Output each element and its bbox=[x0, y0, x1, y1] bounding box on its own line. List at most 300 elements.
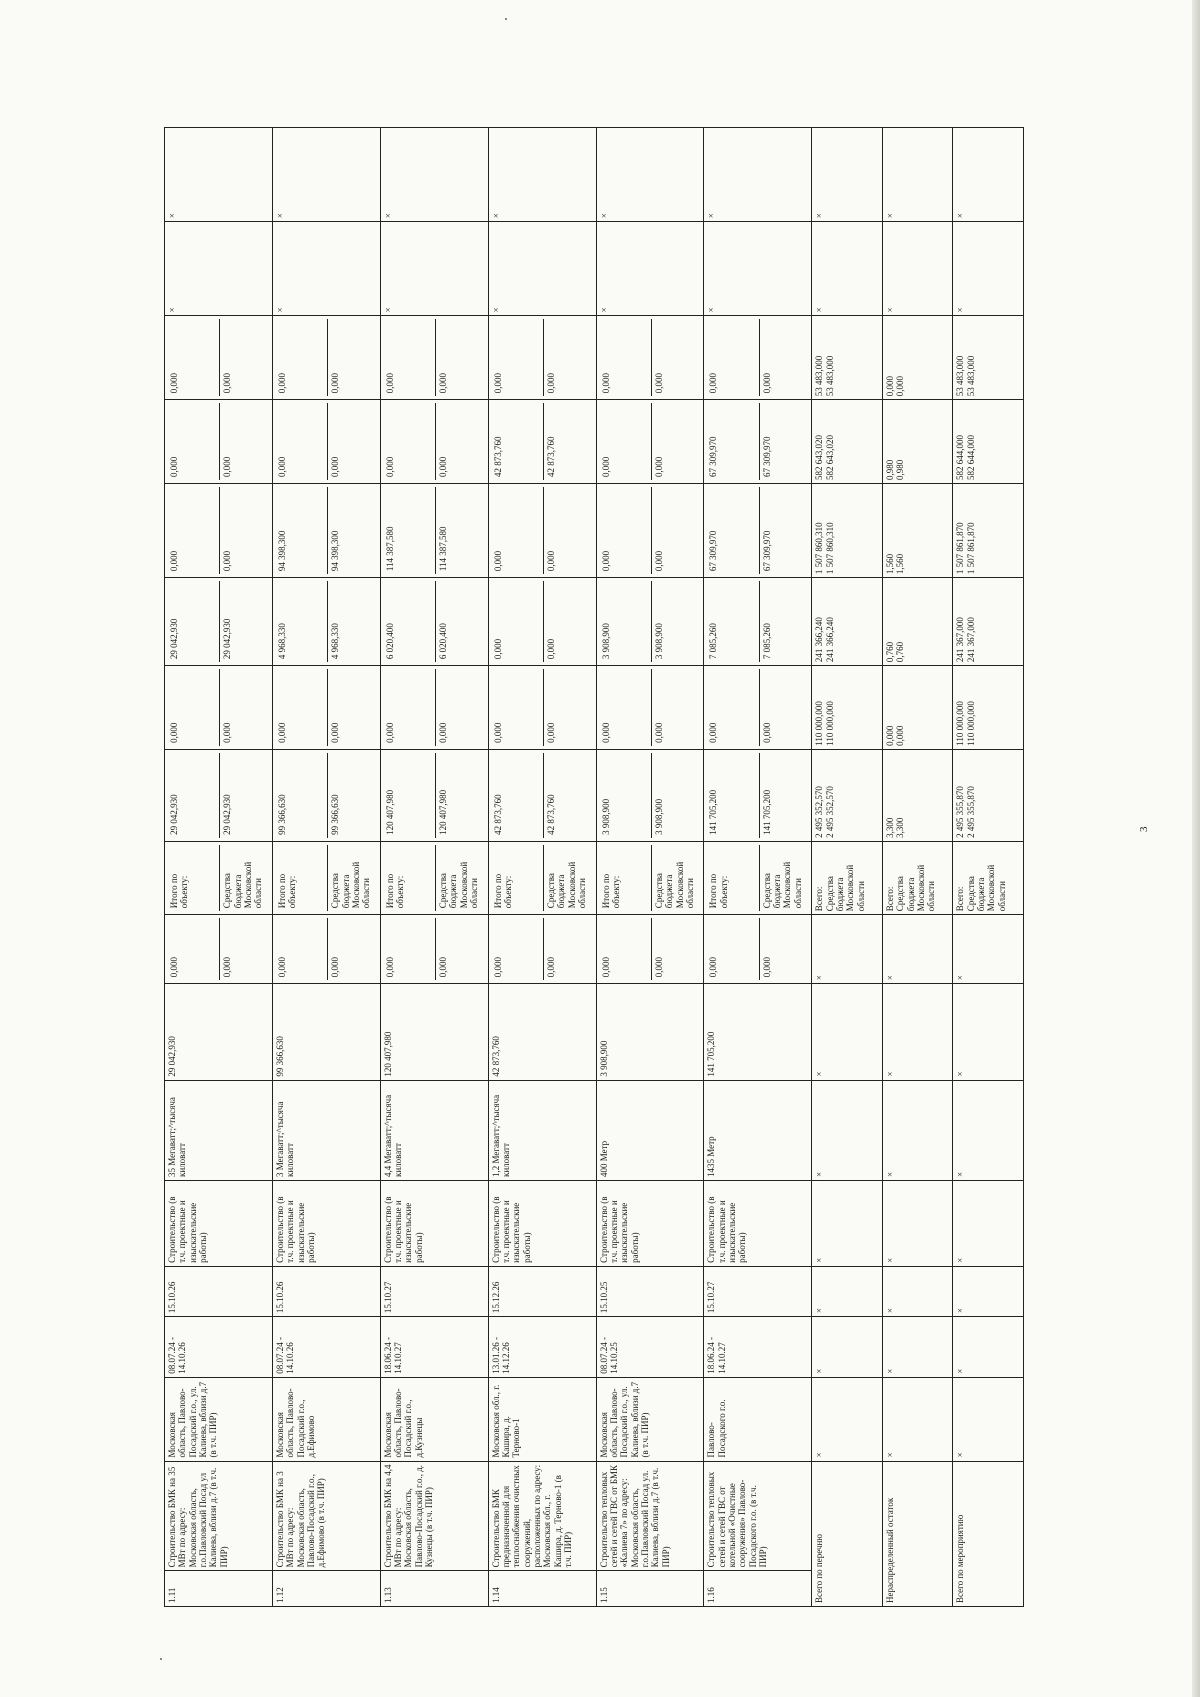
summary-y2 bbox=[882, 578, 953, 666]
summary-label: Всего по перечню bbox=[812, 1461, 883, 1606]
funding-year-3-total: 0,000 bbox=[600, 550, 611, 572]
funding-source bbox=[704, 841, 812, 914]
funding-source-budget: Средства бюджета Московской области bbox=[759, 845, 810, 911]
summary-y4 bbox=[812, 400, 883, 484]
funding-source-total: Итого по объекту: bbox=[276, 873, 298, 909]
summary-label: Всего по мероприятию bbox=[953, 1461, 1024, 1606]
row-number: 1.15 bbox=[596, 1571, 704, 1607]
funding-year-1-budget: 0,000 bbox=[759, 669, 810, 746]
funding-year-5-budget: 0,000 bbox=[543, 319, 594, 396]
prior-funding-budget: 0,000 bbox=[219, 918, 270, 980]
funding-total-budget: 42 873,760 bbox=[543, 753, 594, 838]
object-cost: 42 873,760 bbox=[488, 984, 596, 1080]
funding-year-1 bbox=[272, 666, 380, 750]
prior-funding-budget: 0,000 bbox=[543, 918, 594, 980]
funding-year-1-budget: 0,000 bbox=[435, 669, 486, 746]
summary-cross: × bbox=[812, 915, 883, 984]
table-body bbox=[165, 128, 1024, 1607]
funding-year-5 bbox=[596, 316, 704, 400]
summary-value: 53 483,000 bbox=[965, 355, 976, 397]
object-cost: 120 407,980 bbox=[380, 984, 488, 1080]
prior-funding-total: 0,000 bbox=[276, 957, 287, 978]
funding-year-3-total: 67 309,970 bbox=[708, 530, 719, 572]
funding-year-4-budget: 0,000 bbox=[219, 403, 270, 480]
funding-year-5-total: 0,000 bbox=[169, 372, 179, 394]
funding-total-total: 120 407,980 bbox=[384, 789, 395, 835]
funding-source-line: Средства бюджета Московской области bbox=[824, 864, 866, 912]
funding-year-5-budget: 0,000 bbox=[435, 319, 486, 396]
summary-cross: × bbox=[812, 222, 883, 316]
summary-value: 0,000 bbox=[895, 725, 906, 746]
funding-year-3 bbox=[165, 483, 273, 577]
table-row bbox=[488, 128, 596, 1607]
summary-value: 582 643,020 bbox=[814, 434, 825, 480]
funding-year-4-total: 0,000 bbox=[600, 456, 611, 477]
summary-cross: × bbox=[882, 1377, 953, 1461]
funding-year-3-budget: 94 398,300 bbox=[327, 487, 378, 574]
prior-funding-budget: 0,000 bbox=[759, 918, 810, 980]
summary-cross: × bbox=[953, 1377, 1024, 1461]
funding-year-2 bbox=[165, 578, 273, 666]
table-row bbox=[272, 128, 380, 1607]
funding-source bbox=[380, 841, 488, 914]
summary-value: 1,560 bbox=[895, 553, 906, 575]
funding-source bbox=[488, 841, 596, 914]
funding-year-1-total: 0,000 bbox=[169, 722, 179, 743]
summary-row bbox=[882, 128, 953, 1607]
prior-funding-budget: 0,000 bbox=[327, 918, 378, 980]
work-type: Строительство (в т.ч. проектные и изыскательские работы) bbox=[380, 1181, 488, 1267]
funding-source-total: Итого по объекту: bbox=[492, 873, 513, 909]
summary-cross: × bbox=[953, 1080, 1024, 1180]
summary-value: 110 000,000 bbox=[824, 701, 835, 746]
funding-year-5-budget: 0,000 bbox=[651, 319, 702, 396]
funding-year-1 bbox=[488, 666, 596, 750]
summary-row bbox=[953, 128, 1024, 1607]
funding-source-total: Итого по объекту: bbox=[384, 873, 406, 909]
summary-value: 2 495 352,570 bbox=[814, 786, 825, 838]
prior-funding bbox=[272, 915, 380, 984]
funding-source bbox=[953, 841, 1024, 914]
funding-total-total: 42 873,760 bbox=[492, 794, 503, 835]
funding-year-5-total: 0,000 bbox=[492, 372, 503, 394]
funding-year-4-total: 0,000 bbox=[384, 456, 395, 477]
prior-funding bbox=[596, 915, 704, 984]
summary-cross: × bbox=[953, 1181, 1024, 1267]
work-type: Строительство (в т.ч. проектные и изыскательские работы) bbox=[596, 1181, 704, 1267]
funding-year-3 bbox=[272, 483, 380, 577]
summary-total bbox=[882, 749, 953, 841]
summary-total bbox=[953, 749, 1024, 841]
object-name: Строительство тепловых сетей и сетей ГВС от котельной «Очистные сооружения» Павлово-Посадского г.о. (в т.ч. ПИР) bbox=[704, 1461, 812, 1571]
funding-year-2 bbox=[704, 578, 812, 666]
summary-cross: × bbox=[953, 1266, 1024, 1316]
summary-cross: × bbox=[953, 128, 1024, 222]
summary-y1 bbox=[812, 666, 883, 750]
funding-source-total: Итого по объекту: bbox=[169, 873, 190, 909]
funding-source-line: Средства бюджета Московской области bbox=[895, 864, 937, 912]
summary-cross: × bbox=[812, 1080, 883, 1180]
funding-year-5-budget: 0,000 bbox=[759, 319, 810, 396]
summary-cross: × bbox=[812, 1377, 883, 1461]
object-cost: 29 042,930 bbox=[165, 984, 273, 1080]
summary-y4 bbox=[882, 400, 953, 484]
prior-funding-total: 0,000 bbox=[492, 957, 503, 978]
summary-value: 0,000 bbox=[895, 375, 906, 397]
summary-value: 110 000,000 bbox=[955, 701, 966, 746]
object-cost: 3 908,900 bbox=[596, 984, 704, 1080]
funding-year-3-budget: 0,000 bbox=[651, 487, 702, 574]
object-address: Московская область, Павлово-Посадский г.о., ул. Калиева, вблизи д.7 (в т.ч. ПИР) bbox=[165, 1377, 273, 1461]
commission-date: 15.10.25 bbox=[596, 1266, 704, 1316]
table-row bbox=[165, 128, 273, 1607]
final-cross: × bbox=[704, 128, 812, 222]
summary-label: Нераспределенный остаток bbox=[882, 1461, 953, 1606]
funding-year-1 bbox=[596, 666, 704, 750]
funding-year-2-budget: 29 042,930 bbox=[219, 581, 270, 662]
summary-value: 0,980 bbox=[895, 459, 906, 480]
summary-y5 bbox=[882, 316, 953, 400]
funding-year-5-budget: 0,000 bbox=[327, 319, 378, 396]
work-period: 08.07.24 - 14.10.26 bbox=[165, 1317, 273, 1378]
row-number: 1.12 bbox=[272, 1571, 380, 1607]
summary-y3 bbox=[882, 483, 953, 577]
funding-source bbox=[812, 841, 883, 914]
summary-value: 582 644,000 bbox=[965, 434, 976, 480]
object-address: Московская область, Павлово-Посадский г.о., ул. Калиева, вблизи д.7 (в т.ч. ПИР) bbox=[596, 1377, 704, 1461]
table-row bbox=[704, 128, 812, 1607]
funding-year-4-total: 67 309,970 bbox=[708, 436, 719, 477]
table-row bbox=[596, 128, 704, 1607]
row-number: 1.11 bbox=[165, 1571, 273, 1607]
summary-value: 1 507 861,870 bbox=[965, 522, 976, 575]
funding-year-1-budget: 0,000 bbox=[219, 669, 270, 746]
funding-source bbox=[882, 841, 953, 914]
funding-year-1-total: 0,000 bbox=[276, 722, 287, 743]
summary-value: 241 367,000 bbox=[965, 617, 976, 663]
remainder-cross: × bbox=[165, 222, 273, 316]
object-address: Московская область, Павлово-Посадский г.о., д.Ефимово bbox=[272, 1377, 380, 1461]
funding-total-budget: 99 366,630 bbox=[327, 753, 378, 838]
capacity: 35 Мегаватт;^тысяча киловатт bbox=[165, 1080, 273, 1180]
scan-speck bbox=[160, 1658, 162, 1660]
funding-year-3-total: 114 387,580 bbox=[384, 526, 395, 572]
funding-year-3-total: 0,000 bbox=[169, 550, 179, 572]
funding-year-5-total: 0,000 bbox=[276, 372, 287, 394]
funding-source bbox=[272, 841, 380, 914]
funding-year-2-total: 29 042,930 bbox=[169, 618, 179, 660]
capacity: 4,4 Мегаватт;^тысяча киловатт bbox=[380, 1080, 488, 1180]
summary-value: 0,000 bbox=[884, 375, 895, 397]
summary-y3 bbox=[812, 483, 883, 577]
summary-cross: × bbox=[882, 984, 953, 1080]
funding-year-1-total: 0,000 bbox=[600, 722, 611, 743]
summary-cross: × bbox=[953, 984, 1024, 1080]
summary-y5 bbox=[812, 316, 883, 400]
funding-year-2 bbox=[488, 578, 596, 666]
summary-cross: × bbox=[812, 1266, 883, 1316]
summary-value: 53 483,000 bbox=[955, 355, 966, 397]
funding-year-3-total: 0,000 bbox=[492, 550, 503, 572]
summary-value: 53 483,000 bbox=[824, 355, 835, 397]
funding-source-total: Итого по объекту: bbox=[600, 873, 621, 909]
funding-year-2-budget: 0,000 bbox=[543, 581, 594, 662]
funding-year-2-budget: 7 085,260 bbox=[759, 581, 810, 662]
funding-source-line: Всего: bbox=[955, 886, 966, 912]
funding-year-1-budget: 0,000 bbox=[651, 669, 702, 746]
prior-funding-budget: 0,000 bbox=[435, 918, 486, 980]
funding-year-4 bbox=[596, 400, 704, 484]
funding-year-3-total: 94 398,300 bbox=[276, 530, 287, 572]
object-name: Строительство БМК на 3 МВт по адресу: Московская область, Павлово-Посадский г.о., д.Ефимово (в т.ч. ПИР) bbox=[272, 1461, 380, 1571]
summary-value: 53 483,000 bbox=[814, 355, 825, 397]
funding-source-budget: Средства бюджета Московской области bbox=[543, 845, 594, 911]
commission-date: 15.10.26 bbox=[165, 1266, 273, 1316]
prior-funding-budget: 0,000 bbox=[651, 918, 702, 980]
object-cost: 99 366,630 bbox=[272, 984, 380, 1080]
funding-source-budget: Средства бюджета Московской области bbox=[219, 845, 270, 911]
scan-speck bbox=[505, 18, 507, 20]
funding-total bbox=[488, 749, 596, 841]
scan-edge bbox=[1192, 0, 1200, 1697]
funding-year-3 bbox=[596, 483, 704, 577]
funding-year-4 bbox=[488, 400, 596, 484]
work-type: Строительство (в т.ч. проектные и изыскательские работы) bbox=[488, 1181, 596, 1267]
work-period: 18.06.24 - 14.10.27 bbox=[704, 1317, 812, 1378]
summary-cross: × bbox=[882, 915, 953, 984]
summary-cross: × bbox=[812, 984, 883, 1080]
summary-cross: × bbox=[953, 222, 1024, 316]
final-cross: × bbox=[165, 128, 273, 222]
object-address: Московская обл., г. Кашира, д. Терново-1 bbox=[488, 1377, 596, 1461]
funding-year-3 bbox=[380, 483, 488, 577]
object-address: Павлово-Посадского г.о. bbox=[704, 1377, 812, 1461]
financing-table bbox=[164, 127, 1024, 1607]
summary-value: 3,300 bbox=[895, 817, 906, 838]
funding-year-3-budget: 0,000 bbox=[219, 487, 270, 574]
funding-year-3-budget: 114 387,580 bbox=[435, 487, 486, 574]
summary-value: 1 507 861,870 bbox=[955, 522, 966, 575]
funding-year-2-total: 0,000 bbox=[492, 638, 503, 660]
object-cost: 141 705,200 bbox=[704, 984, 812, 1080]
table-row bbox=[380, 128, 488, 1607]
funding-year-2 bbox=[380, 578, 488, 666]
funding-year-2-total: 4 968,330 bbox=[276, 623, 287, 660]
funding-year-5 bbox=[165, 316, 273, 400]
summary-cross: × bbox=[953, 915, 1024, 984]
summary-cross: × bbox=[812, 1317, 883, 1378]
funding-year-4 bbox=[704, 400, 812, 484]
summary-y1 bbox=[882, 666, 953, 750]
funding-year-2-total: 3 908,900 bbox=[600, 623, 611, 660]
summary-value: 2 495 352,570 bbox=[824, 786, 835, 838]
work-period: 13.01.26 - 14.12.26 bbox=[488, 1317, 596, 1378]
remainder-cross: × bbox=[380, 222, 488, 316]
final-cross: × bbox=[596, 128, 704, 222]
summary-value: 582 644,000 bbox=[955, 434, 966, 480]
prior-funding bbox=[488, 915, 596, 984]
remainder-cross: × bbox=[704, 222, 812, 316]
prior-funding-total: 0,000 bbox=[708, 957, 719, 978]
summary-cross: × bbox=[882, 1181, 953, 1267]
summary-cross: × bbox=[812, 1181, 883, 1267]
summary-value: 1 507 860,310 bbox=[824, 522, 835, 575]
work-type: Строительство (в т.ч. проектные и изыскательские работы) bbox=[272, 1181, 380, 1267]
work-period: 08.07.24 - 14.10.25 bbox=[596, 1317, 704, 1378]
funding-year-3 bbox=[704, 483, 812, 577]
summary-total bbox=[812, 749, 883, 841]
funding-source-line: Средства бюджета Московской области bbox=[965, 864, 1007, 912]
funding-year-4-total: 42 873,760 bbox=[492, 436, 503, 477]
funding-source-budget: Средства бюджета Московской области bbox=[651, 845, 702, 911]
funding-year-1-budget: 0,000 bbox=[327, 669, 378, 746]
funding-year-4-total: 0,000 bbox=[276, 456, 287, 477]
funding-year-2-budget: 3 908,900 bbox=[651, 581, 702, 662]
funding-year-5-budget: 0,000 bbox=[219, 319, 270, 396]
remainder-cross: × bbox=[596, 222, 704, 316]
capacity: 1,2 Мегаватт;^тысяча киловатт bbox=[488, 1080, 596, 1180]
funding-total-budget: 120 407,980 bbox=[435, 753, 486, 838]
work-period: 08.07.24 - 14.10.26 bbox=[272, 1317, 380, 1378]
commission-date: 15.10.26 bbox=[272, 1266, 380, 1316]
funding-year-2-budget: 4 968,330 bbox=[327, 581, 378, 662]
funding-source-total: Итого по объекту: bbox=[708, 873, 729, 909]
summary-value: 2 495 355,870 bbox=[955, 786, 966, 838]
funding-year-3-budget: 67 309,970 bbox=[759, 487, 810, 574]
summary-cross: × bbox=[953, 1317, 1024, 1378]
funding-year-1-total: 0,000 bbox=[492, 722, 503, 743]
summary-y3 bbox=[953, 483, 1024, 577]
object-name: Строительство БМК на 4,4 МВт по адресу: Московская область, Павлово-Посадский г.о., д. Кузнецы (в т.ч. ПИР) bbox=[380, 1461, 488, 1571]
summary-value: 110 000,000 bbox=[814, 701, 825, 746]
summary-value: 241 366,240 bbox=[824, 617, 835, 663]
page-number: 3 bbox=[1138, 826, 1150, 832]
summary-cross: × bbox=[882, 1317, 953, 1378]
summary-value: 3,300 bbox=[884, 817, 895, 838]
funding-year-5 bbox=[272, 316, 380, 400]
capacity: 400 Метр bbox=[596, 1080, 704, 1180]
summary-cross: × bbox=[882, 1080, 953, 1180]
summary-y2 bbox=[953, 578, 1024, 666]
funding-year-4 bbox=[165, 400, 273, 484]
row-number: 1.14 bbox=[488, 1571, 596, 1607]
funding-year-4 bbox=[380, 400, 488, 484]
funding-year-5 bbox=[704, 316, 812, 400]
funding-year-2 bbox=[596, 578, 704, 666]
capacity: 3 Мегаватт;^тысяча киловатт bbox=[272, 1080, 380, 1180]
prior-funding-total: 0,000 bbox=[384, 957, 395, 978]
funding-total-total: 99 366,630 bbox=[276, 794, 287, 835]
funding-year-1-total: 0,000 bbox=[384, 722, 395, 743]
row-number: 1.13 bbox=[380, 1571, 488, 1607]
funding-year-1 bbox=[165, 666, 273, 750]
commission-date: 15.10.27 bbox=[380, 1266, 488, 1316]
funding-total bbox=[704, 749, 812, 841]
funding-source-line: Всего: bbox=[884, 886, 895, 912]
funding-year-4-budget: 0,000 bbox=[327, 403, 378, 480]
funding-year-2-budget: 6 020,400 bbox=[435, 581, 486, 662]
funding-year-4-budget: 0,000 bbox=[435, 403, 486, 480]
funding-year-4-total: 0,000 bbox=[169, 456, 179, 477]
summary-value: 241 367,000 bbox=[955, 617, 966, 663]
funding-year-5-total: 0,000 bbox=[384, 372, 395, 394]
prior-funding bbox=[165, 915, 273, 984]
summary-y2 bbox=[812, 578, 883, 666]
funding-year-3 bbox=[488, 483, 596, 577]
summary-value: 110 000,000 bbox=[965, 701, 976, 746]
summary-cross: × bbox=[812, 128, 883, 222]
funding-year-2-total: 6 020,400 bbox=[384, 623, 395, 660]
summary-cross: × bbox=[882, 1266, 953, 1316]
funding-total-total: 29 042,930 bbox=[169, 794, 179, 835]
prior-funding bbox=[380, 915, 488, 984]
prior-funding-total: 0,000 bbox=[169, 957, 179, 978]
final-cross: × bbox=[488, 128, 596, 222]
object-address: Московская область, Павлово-Посадский г.о., д.Кузнецы bbox=[380, 1377, 488, 1461]
object-name: Строительство БМК предназначенной для теплоснабжения очистных сооружений, расположенных по адресу: Московская обл., г. Кашира, д. Терново-1 (в т.ч. ПИР) bbox=[488, 1461, 596, 1571]
funding-source-budget: Средства бюджета Московской области bbox=[327, 845, 378, 911]
commission-date: 15.12.26 bbox=[488, 1266, 596, 1316]
remainder-cross: × bbox=[488, 222, 596, 316]
row-number: 1.16 bbox=[704, 1571, 812, 1607]
summary-value: 582 643,020 bbox=[824, 434, 835, 480]
final-cross: × bbox=[380, 128, 488, 222]
work-type: Строительство (в т.ч. проектные и изыскательские работы) bbox=[165, 1181, 273, 1267]
commission-date: 15.10.27 bbox=[704, 1266, 812, 1316]
funding-total-budget: 141 705,200 bbox=[759, 753, 810, 838]
remainder-cross: × bbox=[272, 222, 380, 316]
object-name: Строительство БМК на 35 МВт по адресу: Московская область, г.о.Павловский Посад ул Калиева, вблизи д.7 (в т.ч. ПИР) bbox=[165, 1461, 273, 1571]
summary-value: 0,760 bbox=[884, 641, 895, 663]
funding-year-4-budget: 67 309,970 bbox=[759, 403, 810, 480]
prior-funding bbox=[704, 915, 812, 984]
summary-y1 bbox=[953, 666, 1024, 750]
funding-year-5-total: 0,000 bbox=[600, 372, 611, 394]
funding-total bbox=[596, 749, 704, 841]
funding-year-1-total: 0,000 bbox=[708, 722, 719, 743]
funding-source-line: Всего: bbox=[814, 886, 825, 912]
funding-total bbox=[272, 749, 380, 841]
summary-cross: × bbox=[882, 222, 953, 316]
funding-total-budget: 29 042,930 bbox=[219, 753, 270, 838]
funding-source bbox=[165, 841, 273, 914]
funding-year-5 bbox=[380, 316, 488, 400]
funding-total-total: 141 705,200 bbox=[708, 789, 719, 835]
funding-year-3-budget: 0,000 bbox=[543, 487, 594, 574]
funding-year-5 bbox=[488, 316, 596, 400]
funding-year-2-total: 7 085,260 bbox=[708, 623, 719, 660]
funding-total-budget: 3 908,900 bbox=[651, 753, 702, 838]
summary-value: 241 366,240 bbox=[814, 617, 825, 663]
funding-year-2 bbox=[272, 578, 380, 666]
funding-year-4-budget: 0,000 bbox=[651, 403, 702, 480]
prior-funding-total: 0,000 bbox=[600, 957, 611, 978]
summary-value: 1,560 bbox=[884, 553, 895, 575]
capacity: 1435 Метр bbox=[704, 1080, 812, 1180]
work-period: 18.06.24 - 14.10.27 bbox=[380, 1317, 488, 1378]
summary-y5 bbox=[953, 316, 1024, 400]
funding-year-4-budget: 42 873,760 bbox=[543, 403, 594, 480]
funding-source bbox=[596, 841, 704, 914]
summary-value: 0,760 bbox=[895, 641, 906, 663]
summary-y4 bbox=[953, 400, 1024, 484]
funding-year-1-budget: 0,000 bbox=[543, 669, 594, 746]
summary-row bbox=[812, 128, 883, 1607]
summary-value: 2 495 355,870 bbox=[965, 786, 976, 838]
funding-total bbox=[380, 749, 488, 841]
funding-year-1 bbox=[380, 666, 488, 750]
funding-total bbox=[165, 749, 273, 841]
